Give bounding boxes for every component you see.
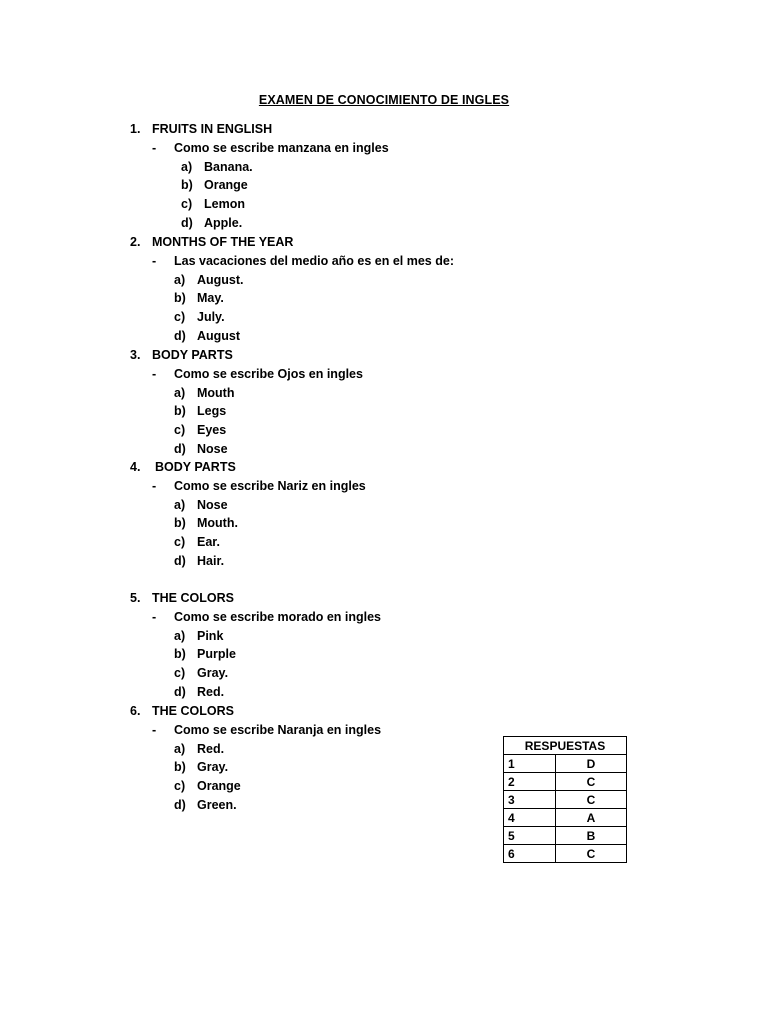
option-letter: c) bbox=[174, 423, 186, 438]
answer-letter: C bbox=[556, 845, 627, 863]
option-text: Orange bbox=[197, 779, 241, 794]
prompt-dash: - bbox=[152, 366, 157, 381]
option-letter: a) bbox=[174, 272, 186, 287]
answer-question-number: 3 bbox=[504, 791, 556, 809]
question-number: 2. bbox=[130, 235, 141, 249]
answer-row bbox=[504, 773, 627, 791]
option-text: Eyes bbox=[197, 423, 227, 438]
option-letter: a) bbox=[181, 159, 193, 174]
question-prompt: Como se escribe manzana en ingles bbox=[174, 140, 389, 155]
option-text: Gray. bbox=[197, 666, 229, 681]
option-letter: d) bbox=[174, 442, 186, 456]
option-text: Orange bbox=[204, 178, 248, 193]
question-prompt: Las vacaciones del medio año es en el mes de: bbox=[174, 253, 454, 268]
option-letter: d) bbox=[174, 685, 186, 699]
answers-header: RESPUESTAS bbox=[504, 737, 627, 755]
question-heading: FRUITS IN ENGLISH bbox=[152, 122, 273, 136]
question-number: 5. bbox=[130, 591, 141, 605]
prompt-dash: - bbox=[152, 478, 157, 493]
prompt-dash: - bbox=[152, 140, 157, 155]
option-text: Mouth. bbox=[197, 516, 238, 531]
answer-question-number: 2 bbox=[504, 773, 556, 791]
answer-row bbox=[504, 791, 627, 809]
option-letter: b) bbox=[174, 516, 186, 531]
exam-title: EXAMEN DE CONOCIMIENTO DE INGLES bbox=[258, 93, 510, 107]
option-letter: d) bbox=[174, 554, 186, 568]
answer-question-number: 4 bbox=[504, 809, 556, 827]
option-letter: a) bbox=[174, 385, 186, 400]
option-text: May. bbox=[197, 291, 224, 306]
option-letter: b) bbox=[174, 404, 186, 419]
option-letter: b) bbox=[181, 178, 193, 193]
option-text: Lemon bbox=[204, 197, 245, 212]
option-text: Red. bbox=[197, 741, 225, 756]
option-letter: b) bbox=[174, 760, 186, 775]
option-text: Hair. bbox=[197, 554, 225, 568]
answer-letter: C bbox=[556, 773, 627, 791]
answer-letter: C bbox=[556, 791, 627, 809]
option-text: August. bbox=[197, 272, 244, 287]
question-heading: BODY PARTS bbox=[155, 460, 236, 474]
prompt-dash: - bbox=[152, 253, 157, 268]
question-prompt: Como se escribe Nariz en ingles bbox=[174, 478, 366, 493]
option-letter: b) bbox=[174, 291, 186, 306]
answer-row bbox=[504, 827, 627, 845]
option-text: Pink bbox=[197, 628, 224, 643]
option-letter: b) bbox=[174, 647, 186, 662]
option-letter: c) bbox=[174, 535, 186, 550]
answer-letter: A bbox=[556, 809, 627, 827]
answer-question-number: 1 bbox=[504, 755, 556, 773]
question-prompt: Como se escribe morado en ingles bbox=[174, 609, 382, 624]
option-letter: a) bbox=[174, 497, 186, 512]
question-heading: MONTHS OF THE YEAR bbox=[152, 235, 294, 249]
option-letter: c) bbox=[174, 666, 186, 681]
option-text: Green. bbox=[197, 798, 237, 812]
question-heading: BODY PARTS bbox=[152, 348, 233, 362]
option-text: Mouth bbox=[197, 385, 235, 400]
answer-letter: B bbox=[556, 827, 627, 845]
option-letter: d) bbox=[174, 798, 186, 812]
option-text: August bbox=[197, 329, 241, 343]
answer-question-number: 5 bbox=[504, 827, 556, 845]
option-letter: d) bbox=[181, 216, 193, 230]
question-number: 4. bbox=[130, 460, 141, 474]
answer-row bbox=[504, 755, 627, 773]
option-letter: d) bbox=[174, 329, 186, 343]
option-text: Red. bbox=[197, 685, 225, 699]
prompt-dash: - bbox=[152, 722, 157, 737]
option-letter: a) bbox=[174, 741, 186, 756]
answer-question-number: 6 bbox=[504, 845, 556, 863]
question-number: 6. bbox=[130, 704, 141, 718]
option-text: Ear. bbox=[197, 535, 220, 550]
question-heading: THE COLORS bbox=[152, 591, 234, 605]
question-prompt: Como se escribe Ojos en ingles bbox=[174, 366, 363, 381]
option-text: July. bbox=[197, 310, 225, 325]
option-letter: a) bbox=[174, 628, 186, 643]
question-prompt: Como se escribe Naranja en ingles bbox=[174, 722, 382, 737]
option-text: Gray. bbox=[197, 760, 229, 775]
question-heading: THE COLORS bbox=[152, 704, 234, 718]
option-text: Apple. bbox=[204, 216, 243, 230]
option-text: Banana. bbox=[204, 159, 253, 174]
answer-row bbox=[504, 809, 627, 827]
option-letter: c) bbox=[181, 197, 193, 212]
answers-table bbox=[503, 736, 627, 863]
option-text: Nose bbox=[197, 442, 228, 456]
option-letter: c) bbox=[174, 310, 186, 325]
option-text: Nose bbox=[197, 497, 228, 512]
option-text: Purple bbox=[197, 647, 236, 662]
answer-row bbox=[504, 845, 627, 863]
answer-letter: D bbox=[556, 755, 627, 773]
option-text: Legs bbox=[197, 404, 227, 419]
question-number: 1. bbox=[130, 122, 141, 136]
prompt-dash: - bbox=[152, 609, 157, 624]
option-letter: c) bbox=[174, 779, 186, 794]
question-number: 3. bbox=[130, 348, 141, 362]
